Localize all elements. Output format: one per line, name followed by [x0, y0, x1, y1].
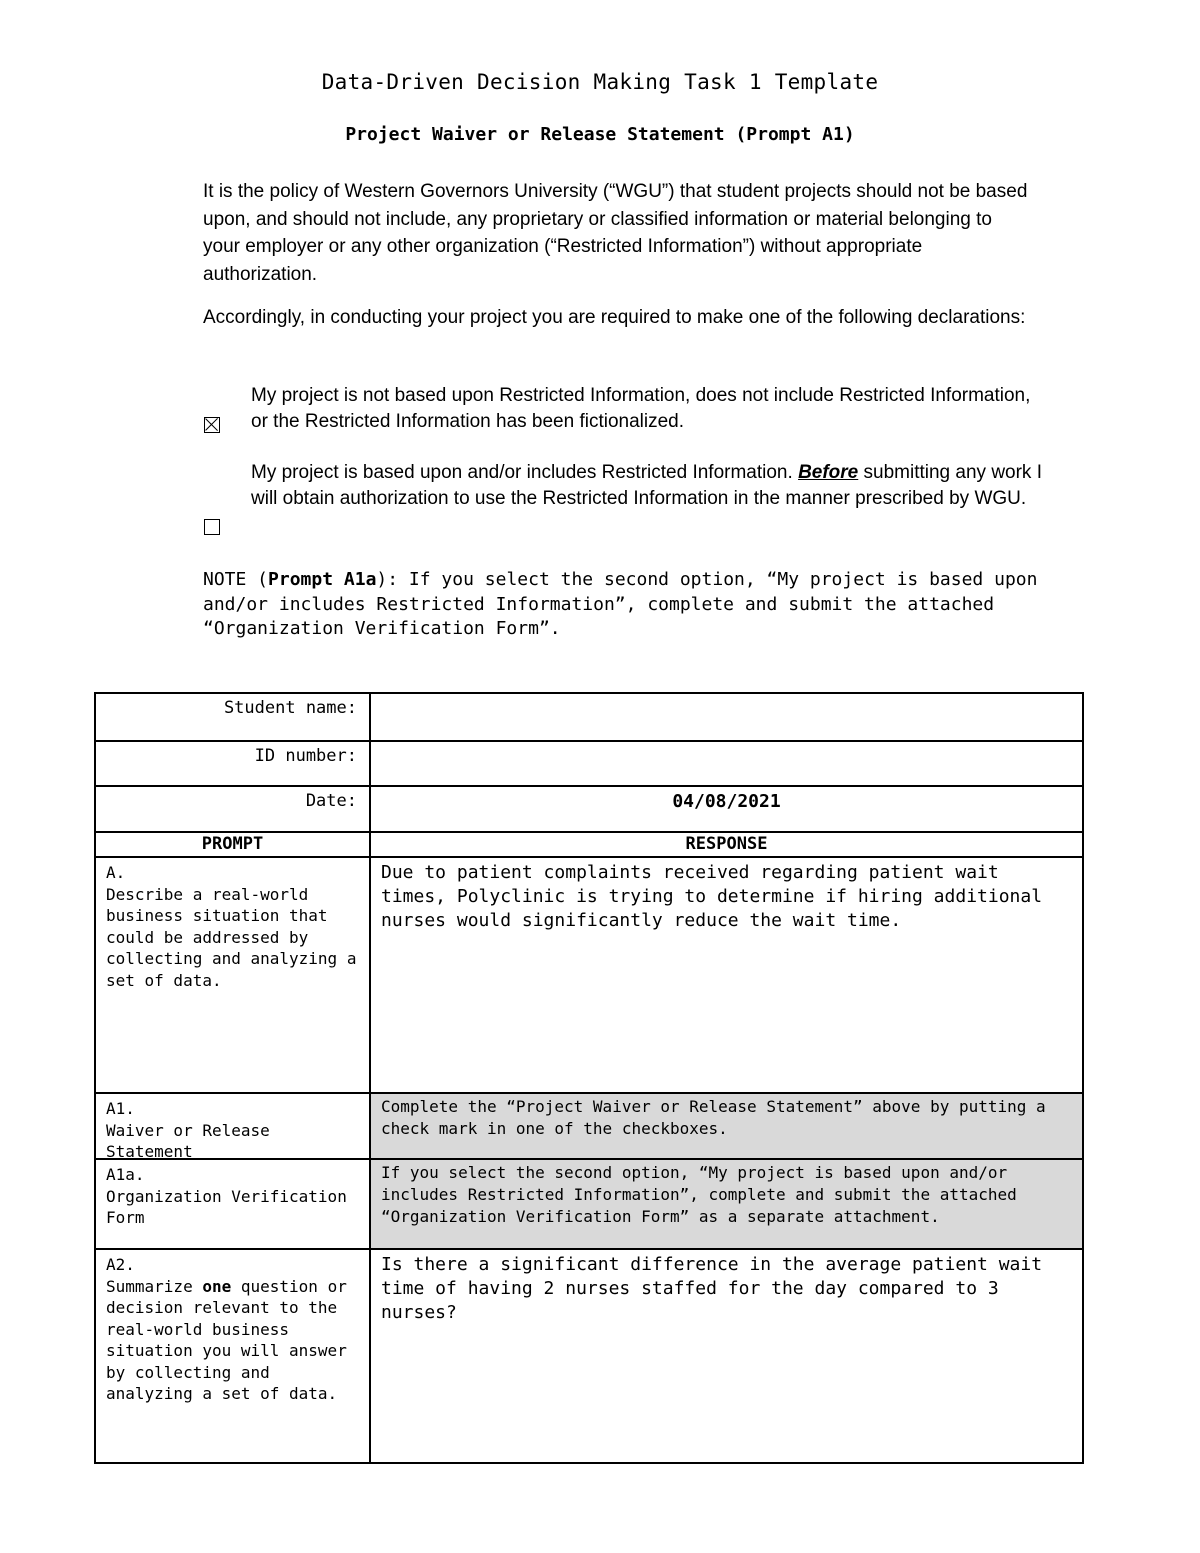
option-2-text-start: My project is based upon and/or includes Restricted Information.	[251, 462, 799, 483]
table-header-row	[96, 833, 1082, 858]
prompt-column-header: PROMPT	[96, 833, 371, 856]
prompt-code: A1a.	[106, 1165, 145, 1184]
task-form-table	[94, 692, 1084, 1464]
table-row	[96, 1160, 1082, 1250]
response-column-header: RESPONSE	[685, 834, 768, 854]
prompt-code: A2.	[106, 1255, 135, 1274]
response-cell[interactable]: Due to patient complaints received regarding patient wait times, Polyclinic is trying to determine if hiring additional nurses would significantly reduce the wait time.	[381, 862, 1043, 931]
date-field[interactable]: 04/08/2021	[672, 791, 781, 812]
option-1-text: My project is not based upon Restricted Information, does not include Restricted Information, or the Restricted Information has been fictionalized.	[251, 385, 1031, 432]
option-2-text	[251, 460, 1051, 511]
response-cell[interactable]: Is there a significant difference in the average patient wait time of having 2 nurses staffed for the day compared to 3 nurses?	[381, 1254, 1043, 1323]
prompt-code: A1.	[106, 1099, 135, 1118]
prompt-text: Waiver or Release Statement	[106, 1120, 270, 1161]
declaration-instructions: Accordingly, in conducting your project you are required to make one of the following declarations:	[203, 307, 1026, 328]
id-number-label: ID number:	[96, 742, 371, 785]
document-title: Data-Driven Decision Making Task 1 Template	[321, 70, 879, 94]
option-2-checkbox[interactable]	[204, 519, 220, 535]
table-row	[96, 858, 1082, 1094]
note-prefix: NOTE (	[203, 569, 269, 590]
policy-paragraph: It is the policy of Western Governors University (“WGU”) that student projects should not be based upon, and should not include, any proprietary or classified information or material belonging to your employer or any other organization (“Restricted Information”) without appropriate authorization.	[203, 181, 1028, 285]
prompt-text: Describe a real-world business situation that could be addressed by collecting and analyzing a set of data.	[106, 884, 357, 990]
note-paragraph	[203, 568, 1093, 642]
date-label: Date:	[96, 787, 371, 831]
prompt-code: A.	[106, 863, 126, 882]
option-2-emphasis: Before	[798, 462, 859, 483]
note-prompt: Prompt A1a	[268, 569, 377, 590]
student-name-field[interactable]	[371, 694, 1082, 740]
date-row	[96, 787, 1082, 833]
table-row	[96, 1094, 1082, 1160]
id-number-field[interactable]	[371, 742, 1082, 785]
prompt-cell	[96, 1160, 371, 1248]
prompt-text	[106, 1276, 359, 1405]
prompt-cell	[96, 858, 371, 1092]
option-2-text-end: submitting any work I will obtain authorization to use the Restricted Information in the manner prescribed by WGU.	[251, 462, 1042, 509]
student-name-row	[96, 694, 1082, 742]
response-cell-shaded: If you select the second option, “My project is based upon and/or includes Restricted Information”, complete and submit the attached “Organization Verification Form” as a separate attachment.	[371, 1160, 1082, 1248]
table-row	[96, 1250, 1082, 1462]
student-name-label: Student name:	[96, 694, 371, 740]
option-1-checkbox-checked[interactable]	[204, 417, 220, 433]
response-cell-shaded: Complete the “Project Waiver or Release Statement” above by putting a check mark in one of the checkboxes.	[371, 1094, 1082, 1158]
id-number-row	[96, 742, 1082, 787]
prompt-text-start: Summarize	[106, 1276, 203, 1296]
section-subtitle: Project Waiver or Release Statement (Prompt A1)	[345, 124, 855, 145]
prompt-cell	[96, 1250, 371, 1462]
prompt-cell	[96, 1094, 371, 1161]
prompt-text-end: question or decision relevant to the real-world business situation you will answer by collecting and analyzing a set of data.	[106, 1276, 347, 1403]
prompt-text-bold: one	[202, 1276, 232, 1296]
note-text: ): If you select the second option, “My project is based upon and/or includes Restricted Information”, complete and submit the attached “Organization Verification Form”.	[203, 569, 1038, 639]
prompt-text: Organization Verification Form	[106, 1186, 347, 1227]
